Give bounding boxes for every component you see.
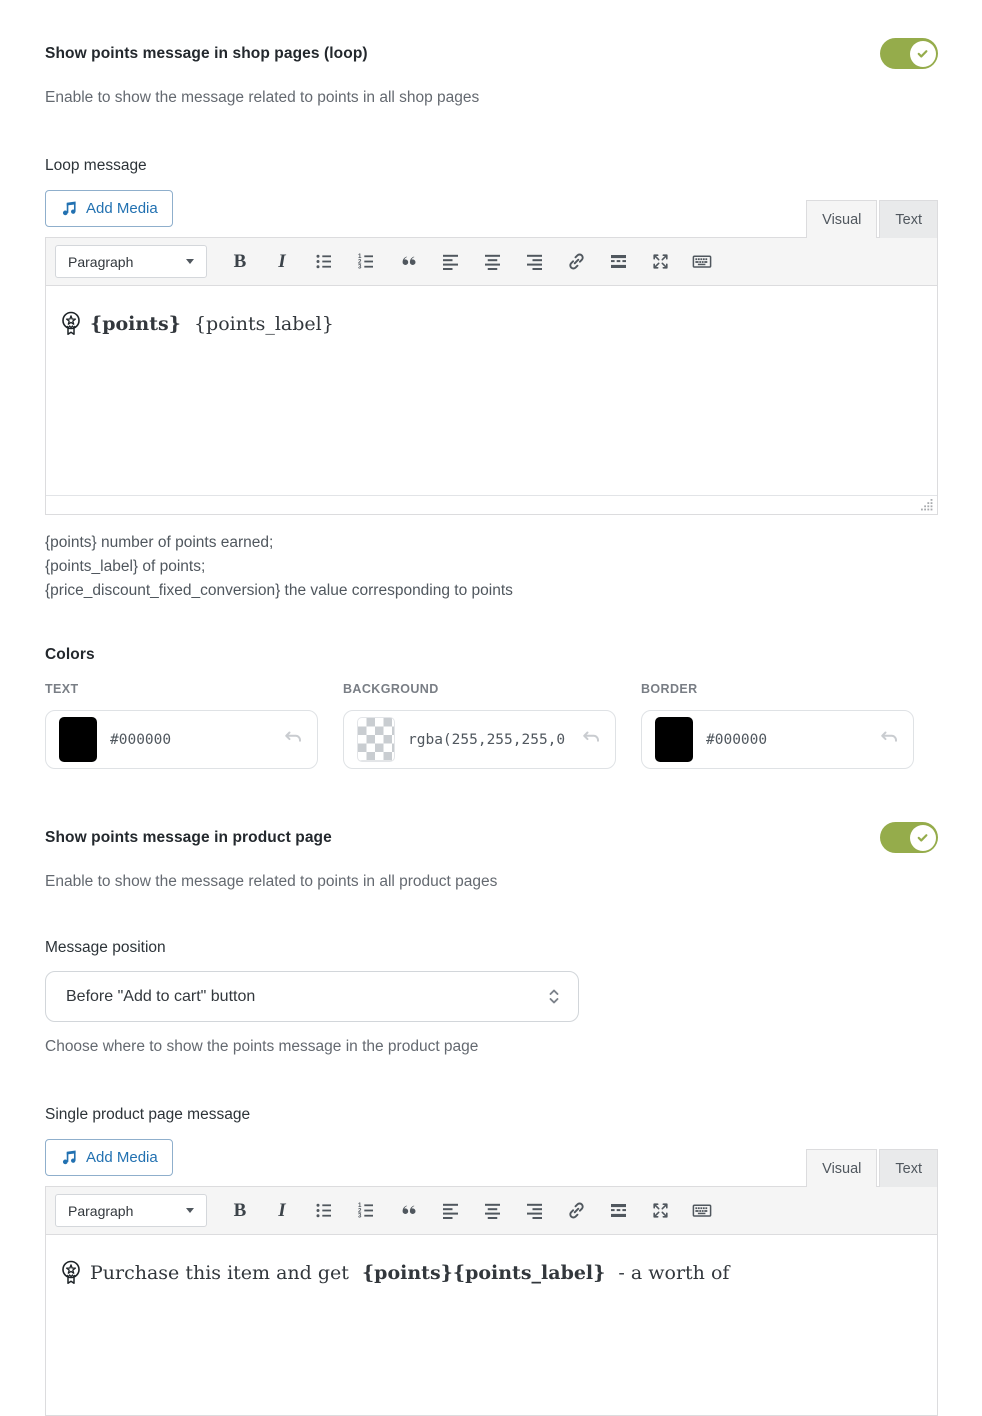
- align-left-icon: [441, 1201, 460, 1220]
- help-line: {price_discount_fixed_conversion} the value corresponding to points: [45, 582, 513, 599]
- align-right-icon: [525, 1201, 544, 1220]
- blockquote-button[interactable]: [387, 1194, 429, 1228]
- loop-editor-tools: [45, 190, 938, 237]
- message-suffix: - a worth of: [612, 1262, 730, 1284]
- fullscreen-icon: [651, 1201, 670, 1220]
- paragraph-style-value: Paragraph: [68, 253, 134, 270]
- points-badge-icon: [59, 310, 83, 338]
- tab-visual[interactable]: Visual: [806, 1149, 877, 1187]
- toggle-knob: [910, 825, 936, 851]
- keyboard-button[interactable]: [681, 245, 723, 279]
- tab-text[interactable]: Text: [879, 1149, 938, 1187]
- resize-grip-icon[interactable]: [921, 499, 933, 511]
- blockquote-icon: [399, 252, 418, 271]
- color-field-border[interactable]: [641, 710, 914, 769]
- product-page-toggle[interactable]: [880, 822, 938, 853]
- shop-loop-toggle[interactable]: [880, 38, 938, 69]
- numbered-list-button[interactable]: [345, 1194, 387, 1228]
- media-icon: [60, 199, 79, 218]
- colors-title: Colors: [45, 646, 95, 663]
- align-center-icon: [483, 1201, 502, 1220]
- add-media-label: Add Media: [86, 1149, 158, 1166]
- setting-row-product-page: [45, 822, 938, 853]
- tab-visual[interactable]: Visual: [806, 200, 877, 238]
- color-value: #000000: [110, 731, 172, 748]
- media-icon: [60, 1148, 79, 1167]
- color-value: rgba(255,255,255,0: [408, 731, 566, 748]
- points-badge-icon: [59, 1259, 83, 1287]
- color-swatch[interactable]: [655, 717, 693, 762]
- shop-loop-description: Enable to show the message related to points in all shop pages: [45, 89, 480, 106]
- color-label-border: BORDER: [641, 682, 698, 696]
- check-icon: [914, 829, 931, 846]
- editor-text-line: [59, 310, 923, 338]
- align-left-button[interactable]: [429, 245, 471, 279]
- bullet-list-button[interactable]: [303, 245, 345, 279]
- svg-text:2: 2: [357, 1207, 361, 1215]
- loop-message-label: Loop message: [45, 157, 147, 174]
- caret-down-icon: [186, 259, 194, 264]
- fullscreen-button[interactable]: [639, 1194, 681, 1228]
- blockquote-icon: [399, 1201, 418, 1220]
- message-position-value: Before "Add to cart" button: [66, 987, 256, 1005]
- keyboard-button[interactable]: [681, 1194, 723, 1228]
- message-position-help: Choose where to show the points message in the product page: [45, 1038, 479, 1055]
- align-left-icon: [441, 252, 460, 271]
- blockquote-button[interactable]: [387, 245, 429, 279]
- caret-down-icon: [186, 1208, 194, 1213]
- editor-mode-tabs: [806, 1149, 938, 1187]
- help-line: {points_label} of points;: [45, 558, 206, 575]
- help-line: {points} number of points earned;: [45, 534, 274, 551]
- link-button[interactable]: [555, 1194, 597, 1228]
- undo-icon: [580, 728, 602, 749]
- editor-statusbar: [46, 495, 937, 514]
- add-media-label: Add Media: [86, 200, 158, 217]
- loop-editor: [45, 237, 938, 515]
- toolbar-icons: [219, 1194, 723, 1228]
- editor-toolbar: [46, 1187, 937, 1235]
- italic-button[interactable]: [261, 245, 303, 279]
- color-swatch[interactable]: [357, 717, 395, 762]
- svg-text:3: 3: [357, 1212, 361, 1220]
- add-media-button[interactable]: [45, 1139, 173, 1176]
- read-more-button[interactable]: [597, 245, 639, 279]
- fullscreen-icon: [651, 252, 670, 271]
- color-field-text[interactable]: [45, 710, 318, 769]
- svg-text:3: 3: [357, 263, 361, 271]
- token-points: {points}{points_label}: [361, 1262, 606, 1284]
- italic-button[interactable]: [261, 1194, 303, 1228]
- paragraph-style-value: Paragraph: [68, 1202, 134, 1219]
- align-right-button[interactable]: [513, 245, 555, 279]
- read-more-icon: [609, 1201, 628, 1220]
- colors-grid: [45, 682, 938, 769]
- reset-button[interactable]: [282, 728, 304, 752]
- settings-panel: [0, 38, 982, 1416]
- undo-icon: [878, 728, 900, 749]
- italic-icon: I: [278, 1199, 286, 1221]
- keyboard-icon: [692, 1201, 712, 1220]
- toolbar-icons: [219, 245, 723, 279]
- editor-text-line: [59, 1259, 923, 1287]
- loop-editor-content[interactable]: [46, 286, 937, 495]
- bullet-list-icon: [315, 252, 334, 271]
- link-icon: [567, 1201, 586, 1220]
- svg-text:1: 1: [357, 253, 361, 261]
- editor-toolbar: [46, 238, 937, 286]
- align-center-button[interactable]: [471, 1194, 513, 1228]
- product-page-title: Show points message in product page: [45, 828, 332, 846]
- align-center-icon: [483, 252, 502, 271]
- single-product-editor: [45, 1186, 938, 1416]
- setting-row-shop-loop: [45, 38, 938, 69]
- message-position-select[interactable]: [45, 971, 579, 1022]
- bullet-list-icon: [315, 1201, 334, 1220]
- shop-loop-title: Show points message in shop pages (loop): [45, 44, 368, 62]
- link-icon: [567, 252, 586, 271]
- numbered-list-icon: [357, 1201, 376, 1220]
- product-page-description: Enable to show the message related to points in all product pages: [45, 873, 498, 890]
- svg-text:1: 1: [357, 1202, 361, 1210]
- paragraph-style-select[interactable]: [55, 1194, 207, 1227]
- bold-button[interactable]: [219, 1194, 261, 1228]
- token-points: {points}: [90, 313, 181, 335]
- token-points-label: {points_label}: [187, 313, 334, 335]
- add-media-button[interactable]: [45, 190, 173, 227]
- bold-button[interactable]: [219, 245, 261, 279]
- single-editor-content[interactable]: [46, 1235, 937, 1415]
- align-right-icon: [525, 252, 544, 271]
- placeholders-help: [45, 531, 938, 603]
- chevron-updown-icon: [546, 986, 562, 1007]
- italic-icon: I: [278, 250, 286, 272]
- message-position-label: Message position: [45, 939, 166, 956]
- numbered-list-button[interactable]: [345, 245, 387, 279]
- undo-icon: [282, 728, 304, 749]
- keyboard-icon: [692, 252, 712, 271]
- fullscreen-button[interactable]: [639, 245, 681, 279]
- color-label-text: TEXT: [45, 682, 79, 696]
- tab-text[interactable]: Text: [879, 200, 938, 238]
- bullet-list-button[interactable]: [303, 1194, 345, 1228]
- reset-button[interactable]: [580, 728, 602, 752]
- toggle-knob: [910, 41, 936, 67]
- editor-mode-tabs: [806, 200, 938, 238]
- read-more-icon: [609, 252, 628, 271]
- message-prefix: Purchase this item and get: [90, 1262, 355, 1284]
- color-field-background[interactable]: [343, 710, 616, 769]
- single-editor-tools: [45, 1139, 938, 1186]
- paragraph-style-select[interactable]: [55, 245, 207, 278]
- align-center-button[interactable]: [471, 245, 513, 279]
- reset-button[interactable]: [878, 728, 900, 752]
- bold-icon: B: [233, 1199, 247, 1221]
- check-icon: [914, 45, 931, 62]
- bold-icon: B: [233, 250, 247, 272]
- align-right-button[interactable]: [513, 1194, 555, 1228]
- color-swatch[interactable]: [59, 717, 97, 762]
- single-product-message-label: Single product page message: [45, 1106, 251, 1123]
- color-label-background: BACKGROUND: [343, 682, 439, 696]
- link-button[interactable]: [555, 245, 597, 279]
- read-more-button[interactable]: [597, 1194, 639, 1228]
- color-value: #000000: [706, 731, 768, 748]
- numbered-list-icon: [357, 252, 376, 271]
- svg-text:2: 2: [357, 258, 361, 266]
- align-left-button[interactable]: [429, 1194, 471, 1228]
